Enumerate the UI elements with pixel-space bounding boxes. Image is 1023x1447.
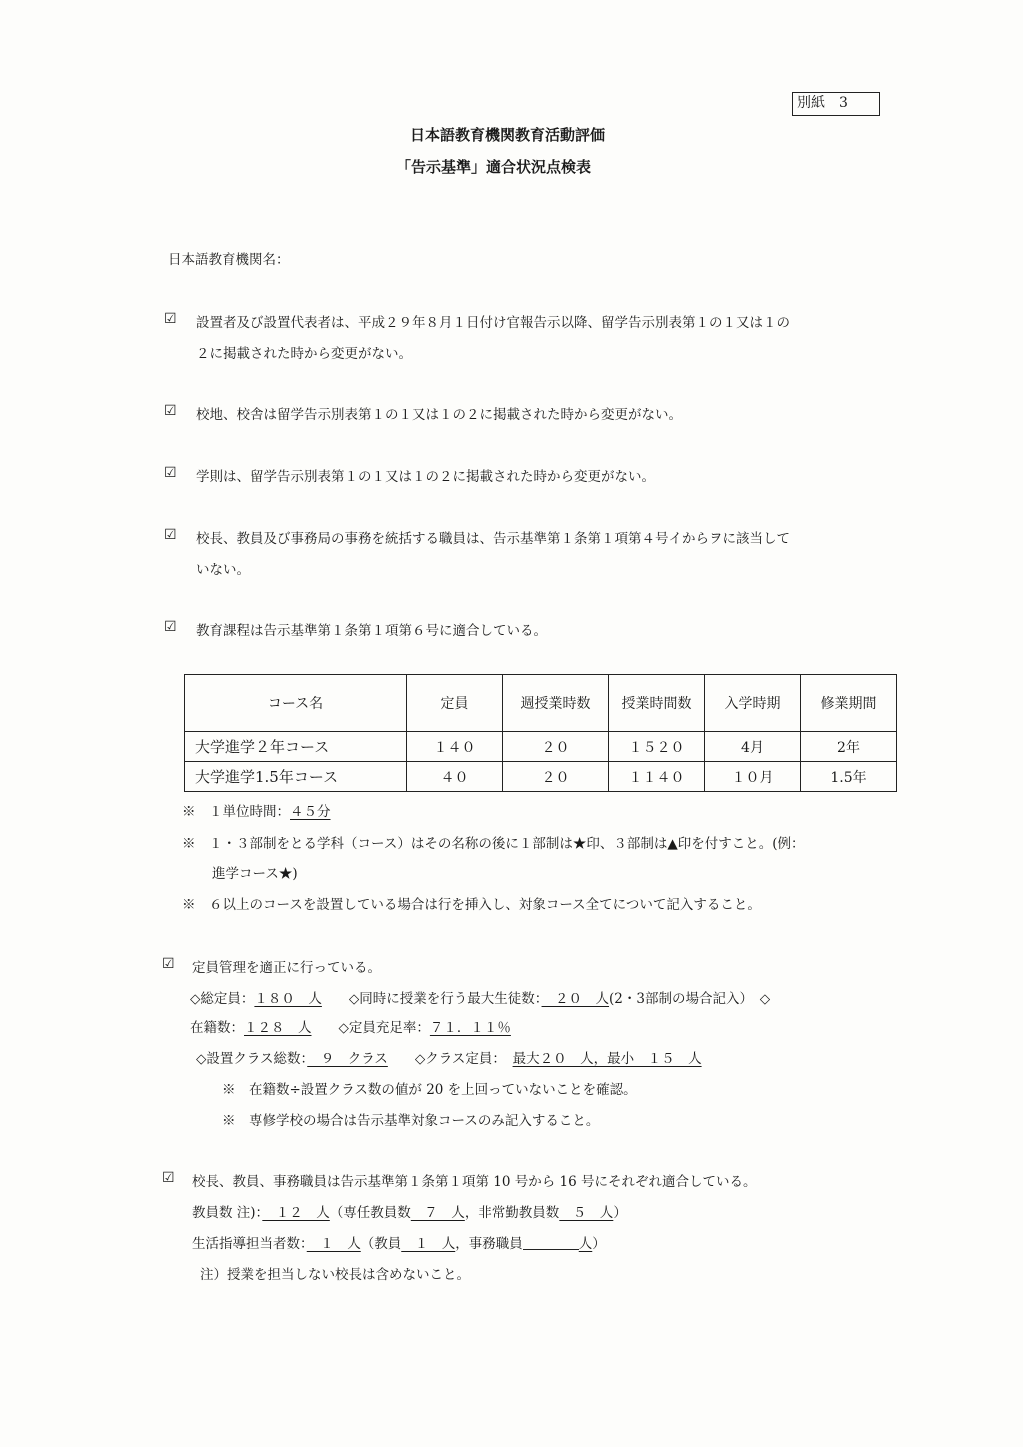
weekly-hours-cell: ２０	[503, 762, 609, 792]
life-guidance-value: １ 人	[306, 1236, 361, 1252]
admission-cell: 4月	[705, 732, 801, 762]
close-paren: ）	[592, 1236, 606, 1252]
total-hours-cell: １１４０	[609, 762, 705, 792]
check-item-4-line1: 校長、教員及び事務局の事務を統括する職員は、告示基準第１条第１項第４号イからヲに該当して	[196, 531, 790, 547]
check-item-5: 教育課程は告示基準第１条第１項第６号に適合している。	[196, 623, 547, 639]
checkbox-icon[interactable]: ☑	[164, 619, 177, 635]
column-header: 修業期間	[801, 675, 897, 732]
fulltime-teacher-label: （専任教員数	[329, 1205, 411, 1221]
principal-footnote: 注）授業を担当しない校長は含めないこと。	[200, 1267, 470, 1283]
life-guidance-label: 生活指導担当者数：	[192, 1236, 307, 1252]
capacity-cell: ４０	[407, 762, 503, 792]
close-paren: ）	[613, 1205, 627, 1221]
document-title: 日本語教育機関教育活動評価	[410, 126, 606, 144]
max-students-label: ◇同時に授業を行う最大生徒数：	[348, 991, 542, 1007]
capacity-heading: 定員管理を適正に行っている。	[192, 960, 381, 976]
checkbox-icon[interactable]: ☑	[162, 1170, 175, 1186]
table-row	[185, 762, 897, 792]
weekly-hours-cell: ２０	[503, 732, 609, 762]
extra-course-note: ※ ６以上のコースを設置している場合は行を挿入し、対象コース全てについて記入すること。	[182, 897, 761, 913]
life-teacher-label: （教員	[360, 1236, 402, 1252]
office-staff-blank[interactable]	[523, 1235, 579, 1250]
course-name-cell: 大学進学1.5年コース	[185, 762, 407, 792]
total-hours-cell: １５２０	[609, 732, 705, 762]
table-row	[185, 732, 897, 762]
office-staff-label: ，事務職員	[455, 1236, 523, 1252]
enrollment-line	[190, 1016, 511, 1036]
check-item-4-line2: いない。	[196, 562, 250, 578]
checkbox-icon[interactable]: ☑	[162, 956, 175, 972]
class-capacity-label: ◇クラス定員：	[414, 1051, 500, 1067]
fill-rate-value: ７１．１１％	[429, 1020, 511, 1036]
unit-time-note	[182, 800, 331, 820]
class-count-line	[196, 1047, 702, 1067]
shift-system-note-line1: ※ １・３部制をとる学科（コース）はその名称の後に１部制は★印、３部制は▲印を付すこと。(例：	[182, 836, 805, 852]
class-count-value: ９ クラス	[307, 1051, 388, 1067]
checkbox-icon[interactable]: ☑	[164, 527, 177, 543]
office-staff-unit: 人	[578, 1236, 593, 1252]
check-item-2: 校地、校舎は留学告示別表第１の１又は１の２に掲載された時から変更がない。	[196, 407, 682, 423]
check-item-1-line1: 設置者及び設置代表者は、平成２９年８月１日付け官報告示以降、留学告示別表第１の１又は１の	[196, 315, 790, 331]
vocational-school-note: ※ 専修学校の場合は告示基準対象コースのみ記入すること。	[222, 1113, 600, 1129]
column-header: 授業時間数	[609, 675, 705, 732]
shift-system-note-line2: 進学コース★)	[212, 866, 298, 882]
column-header: 入学時期	[705, 675, 801, 732]
column-header: コース名	[185, 675, 407, 732]
institution-name-label: 日本語教育機関名：	[168, 252, 290, 268]
document-subtitle: 「告示基準」適合状況点検表	[396, 158, 592, 176]
teacher-count-line	[192, 1201, 627, 1221]
column-header: 週授業時数	[503, 675, 609, 732]
checkbox-icon[interactable]: ☑	[164, 311, 177, 327]
class-capacity-value: 最大２０ 人，最小 １５ 人	[512, 1051, 702, 1067]
table-header-row	[185, 675, 897, 732]
class-count-label: ◇設置クラス総数：	[196, 1051, 308, 1067]
enrolled-value: １２８ 人	[244, 1020, 312, 1036]
teacher-count-label: 教員数 注)：	[192, 1205, 263, 1221]
life-teacher-value: １ 人	[401, 1236, 456, 1252]
class-ratio-note: ※ 在籍数÷設置クラス数の値が 20 を上回っていないことを確認。	[222, 1082, 637, 1098]
annex-label: 別紙 3	[792, 92, 880, 116]
total-capacity-line	[190, 987, 770, 1007]
check-item-1-line2: ２に掲載された時から変更がない。	[196, 346, 412, 362]
unit-time-label: ※ １単位時間：	[182, 804, 290, 820]
enrolled-label: 在籍数：	[190, 1020, 244, 1036]
duration-cell: 2年	[801, 732, 897, 762]
check-item-3: 学則は、留学告示別表第１の１又は１の２に掲載された時から変更がない。	[196, 469, 655, 485]
column-header: 定員	[407, 675, 503, 732]
parttime-teacher-value: ５ 人	[559, 1205, 614, 1221]
teacher-count-value: １２ 人	[262, 1205, 330, 1221]
parttime-teacher-label: ，非常勤教員数	[464, 1205, 560, 1221]
max-students-note: (2・3部制の場合記入） ◇	[609, 991, 771, 1007]
capacity-cell: １４０	[407, 732, 503, 762]
max-students-value: ２０ 人	[541, 991, 610, 1007]
unit-time-value: ４５分	[290, 804, 331, 820]
checkbox-icon[interactable]: ☑	[164, 465, 177, 481]
checkbox-icon[interactable]: ☑	[164, 403, 177, 419]
fill-rate-label: ◇定員充足率：	[338, 1020, 430, 1036]
total-capacity-label: ◇総定員：	[190, 991, 255, 1007]
admission-cell: １０月	[705, 762, 801, 792]
life-guidance-line	[192, 1232, 606, 1252]
course-name-cell: 大学進学２年コース	[185, 732, 407, 762]
duration-cell: 1.5年	[801, 762, 897, 792]
staff-heading: 校長、教員、事務職員は告示基準第１条第１項第 10 号から 16 号にそれぞれ適合している。	[192, 1174, 757, 1190]
total-capacity-value: １８０ 人	[254, 991, 322, 1007]
fulltime-teacher-value: ７ 人	[410, 1205, 465, 1221]
course-table	[184, 674, 897, 792]
